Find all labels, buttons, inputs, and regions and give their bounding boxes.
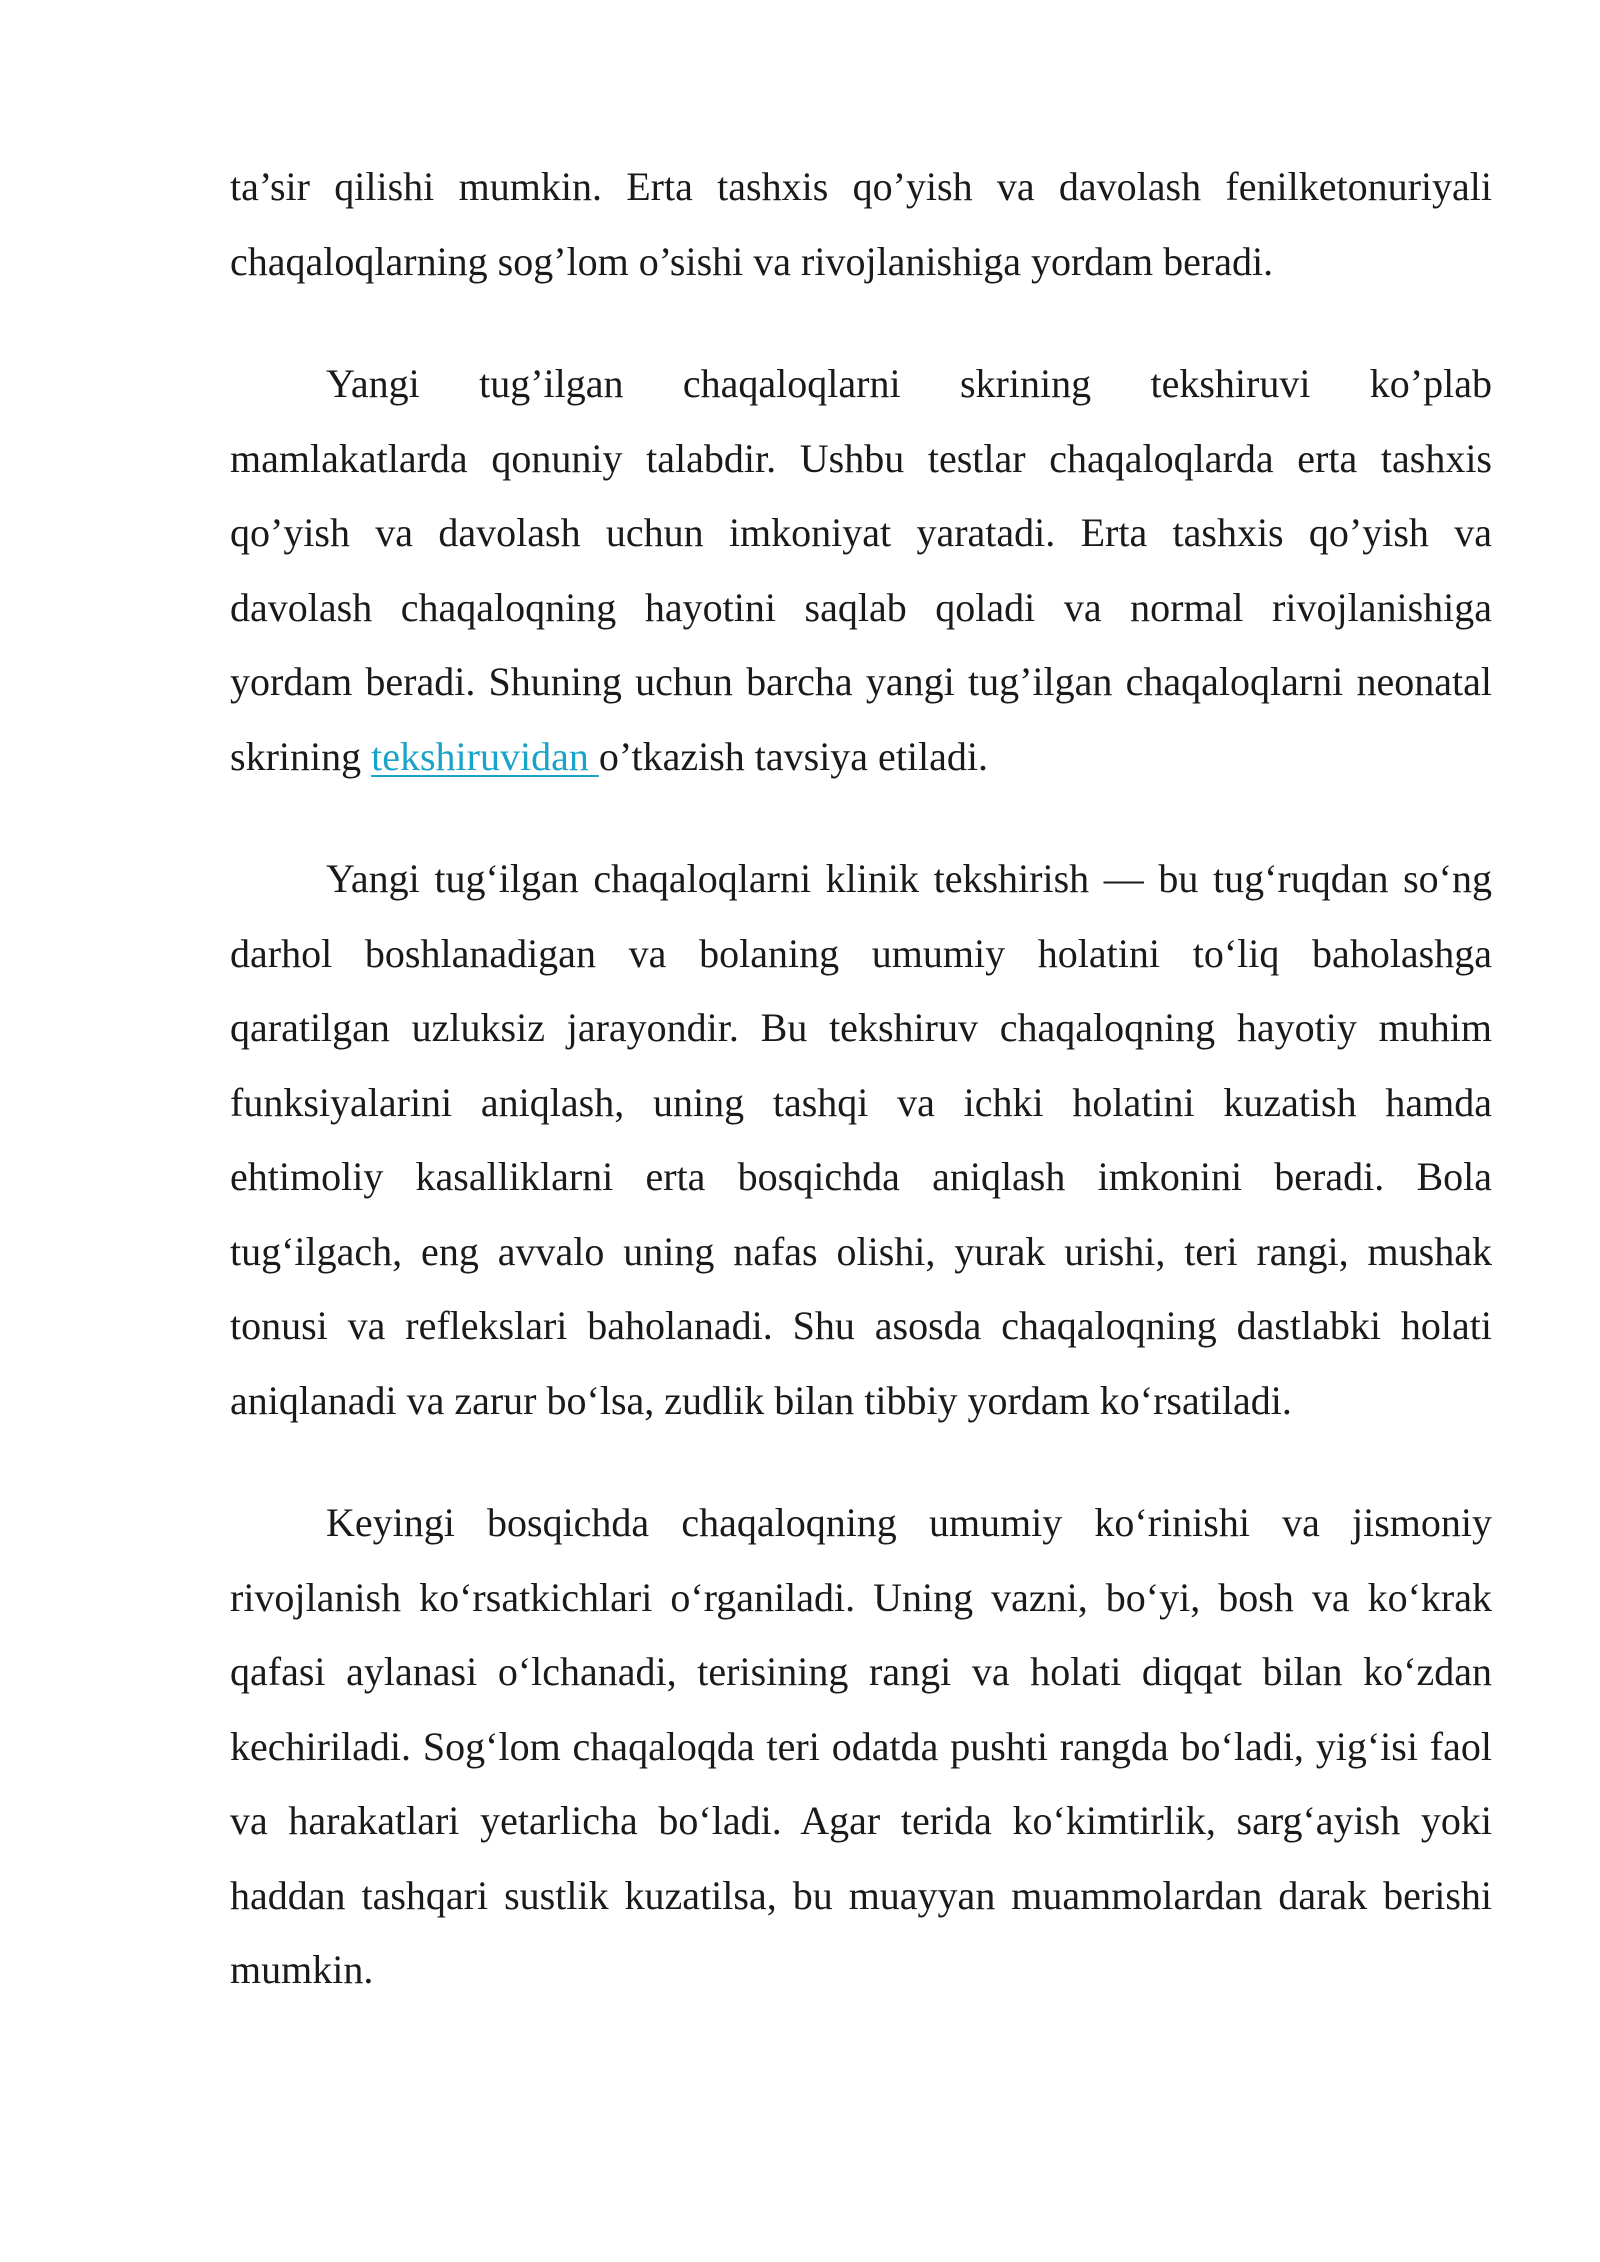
paragraph-physical-development: Keyingi bosqichda chaqaloqning umumiy ko‘rinishi va jismoniy rivojlanish ko‘rsatkichlari o‘rganiladi. Uning vazni, bo‘yi, bosh va ko‘krak qafasi aylanasi o‘lchanadi, terisining rangi va holati diqqat bilan ko‘zdan kechiriladi. Sog‘lom chaqaloqda teri odatda pushti rangda bo‘ladi, yig‘isi faol va harakatlari yetarlicha bo‘ladi. Agar terida ko‘kimtirlik, sarg‘ayish yoki haddan tashqari sustlik kuzatilsa, bu muayyan muammolardan darak berishi mumkin. [230,1500,1492,1992]
paragraph-text-after-link: o’tkazish tavsiya etiladi. [598,733,989,779]
paragraph-text-before-link: Yangi tug’ilgan chaqaloqlarni skrining tekshiruvi ko’plab mamlakatlarda qonuniy talabdir. Ushbu testlar chaqaloqlarda erta tashxis qo’yish va davolash uchun imkoniyat yaratadi. Erta tashxis qo’yish va davolash chaqaloqning hayotini saqlab qoladi va normal rivojlanishiga yordam beradi. Shuning uchun barcha yangi tug’ilgan chaqaloqlarni neonatal skrining [230,361,1492,779]
paragraph-clinical-examination: Yangi tug‘ilgan chaqaloqlarni klinik tekshirish — bu tug‘ruqdan so‘ng darhol boshlanadigan va bolaning umumiy holatini to‘liq baholashga qaratilgan uzluksiz jarayondir. Bu tekshiruv chaqaloqning hayotiy muhim funksiyalarini aniqlash, uning tashqi va ichki holatini kuzatish hamda ehtimoliy kasalliklarni erta bosqichda aniqlash imkonini beradi. Bola tug‘ilgach, eng avvalo uning nafas olishi, yurak urishi, teri rangi, mushak tonusi va reflekslari baholanadi. Shu asosda chaqaloqning dastlabki holati aniqlanadi va zarur bo‘lsa, zudlik bilan tibbiy yordam ko‘rsatiladi. [230,856,1492,1423]
paragraph-newborn-screening [230,347,1492,794]
document-body [230,150,1492,2056]
tekshiruvidan-link[interactable]: tekshiruvidan [371,733,599,779]
paragraph-continuation: ta’sir qilishi mumkin. Erta tashxis qo’yish va davolash fenilketonuriyali chaqaloqlarning sog’lom o’sishi va rivojlanishiga yordam beradi. [230,164,1492,284]
